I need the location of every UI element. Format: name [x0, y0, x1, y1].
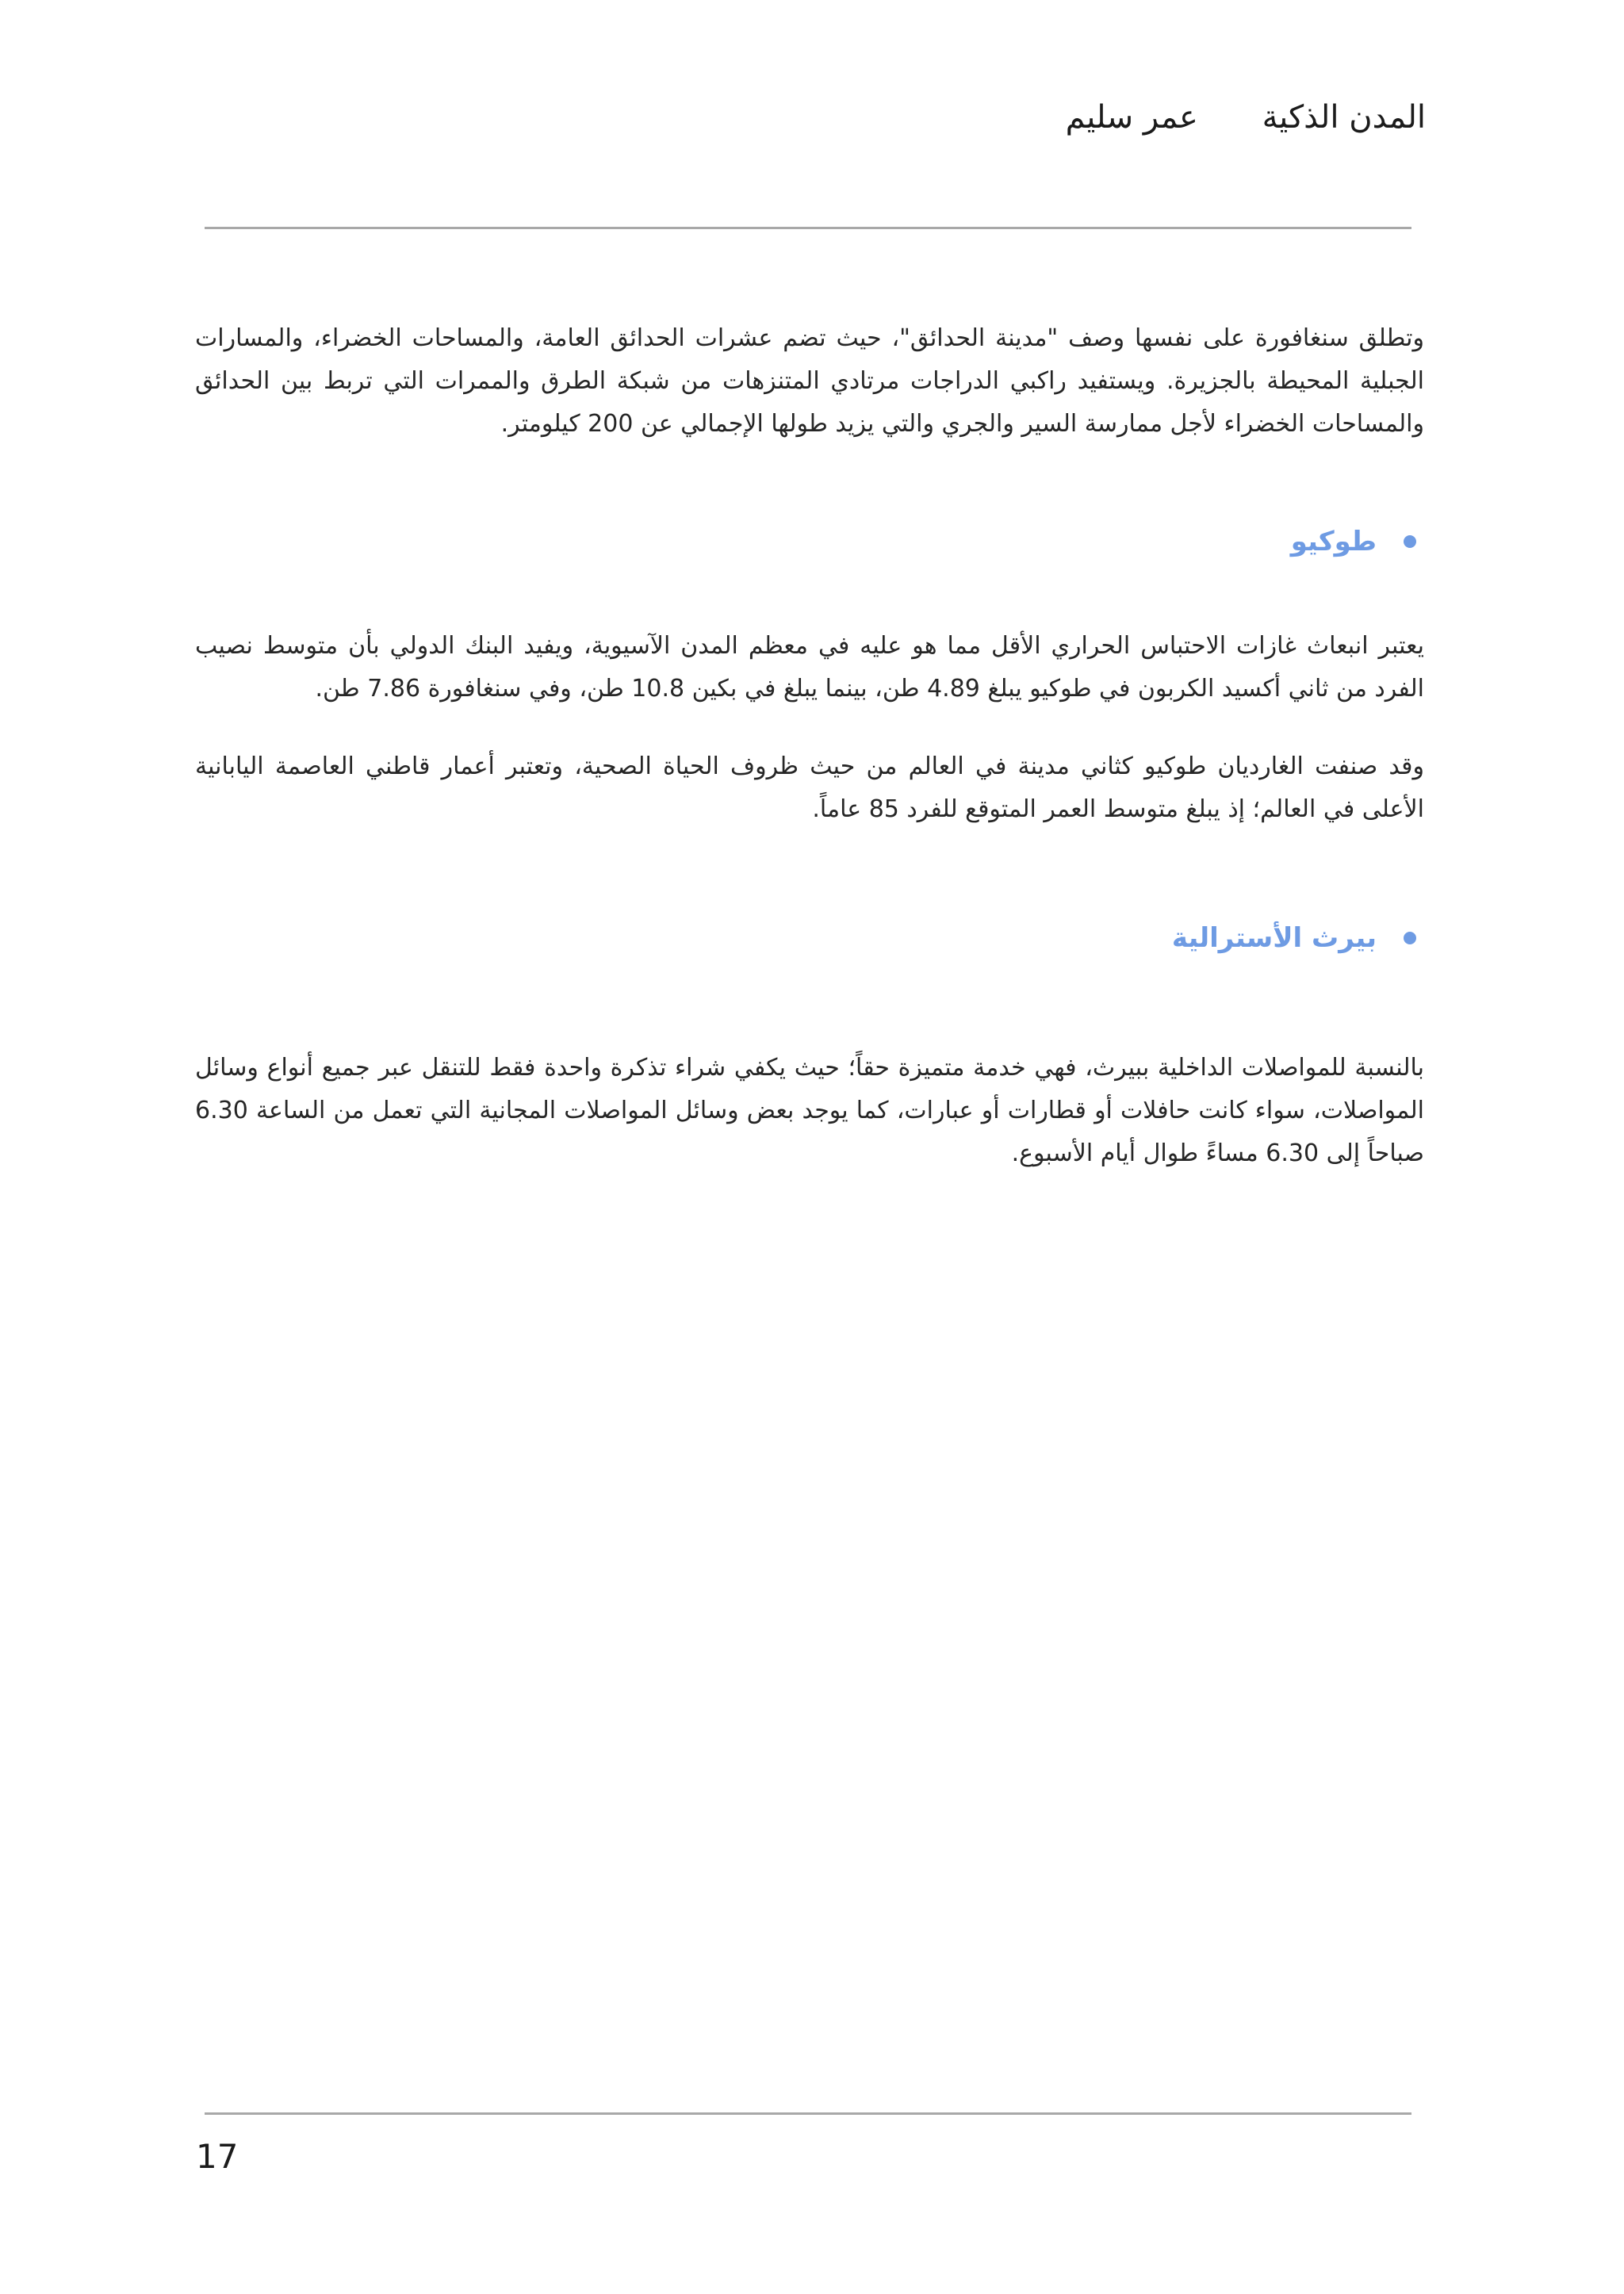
header-divider — [205, 227, 1411, 229]
bullet-icon — [1404, 932, 1416, 944]
header-title: المدن الذكية — [1262, 99, 1426, 136]
perth-heading-label: بيرث الأسترالية — [1171, 922, 1377, 954]
tokyo-paragraph-1: يعتبر انبعاث غازات الاحتباس الحراري الأقل مما هو عليه في معظم المدن الآسيوية، ويفيد البنك الدولي بأن متوسط نصيب الفرد من ثاني أكسيد الكربون في طوكيو يبلغ 4.89 طن، بينما يبلغ في بكين 10.8 طن، وفي سنغافورة 7.86 طن. — [195, 632, 1424, 703]
singapore-paragraph: وتطلق سنغافورة على نفسها وصف "مدينة الحدائق"، حيث تضم عشرات الحدائق العامة، والمساحات الخضراء، والمسارات الجبلية المحيطة بالجزيرة. ويستفيد راكبي الدراجات مرتادي المتنزهات من شبكة الطرق والممرات التي تربط بين الحدائق والمساحات الخضراء لأجل ممارسة السير والجري والتي يزيد طولها الإجمالي عن 200 كيلومتر. — [195, 324, 1424, 438]
running-header — [1066, 94, 1426, 141]
page-number: 17 — [196, 2137, 239, 2176]
bullet-icon — [1404, 535, 1416, 548]
perth-paragraph: بالنسبة للمواصلات الداخلية ببيرث، فهي خدمة متميزة حقاً؛ حيث يكفي شراء تذكرة واحدة فقط للتنقل عبر جميع أنواع وسائل المواصلات، سواء كانت حافلات أو قطارات أو عبارات، كما يوجد بعض وسائل المواصلات المجانية التي تعمل من الساعة 6.30 صباحاً إلى 6.30 مساءً طوال أيام الأسبوع. — [195, 1054, 1424, 1167]
tokyo-heading — [1291, 522, 1416, 561]
tokyo-paragraph-2: وقد صنفت الغارديان طوكيو كثاني مدينة في العالم من حيث ظروف الحياة الصحية، وتعتبر أعمار قاطني العاصمة اليابانية الأعلى في العالم؛ إذ يبلغ متوسط العمر المتوقع للفرد 85 عاماً. — [195, 753, 1424, 823]
tokyo-heading-label: طوكيو — [1290, 526, 1377, 557]
footer-divider — [205, 2112, 1411, 2115]
perth-heading — [1172, 918, 1416, 958]
header-author: عمر سليم — [1065, 99, 1198, 136]
